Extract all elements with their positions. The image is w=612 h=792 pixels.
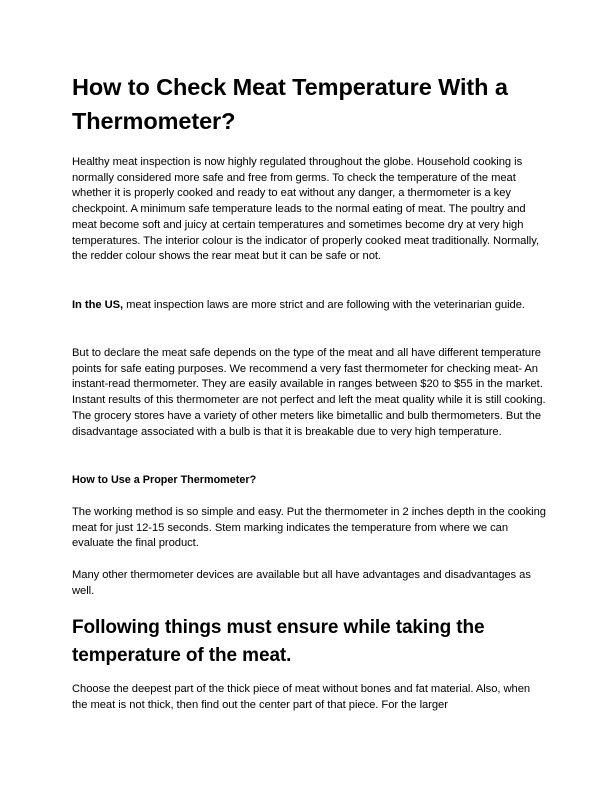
devices-paragraph: Many other thermometer devices are available but all have advantages and disadvantages as well. xyxy=(72,569,531,597)
intro-paragraph: Healthy meat inspection is now highly regulated throughout the globe. Household cooking is normally considered more safe and free from germs. To check the temperature of the meat whether it is properly cooked and ready to eat without any danger, a thermometer is a key checkpoint. A minimum safe temperature leads to the normal eating of meat. The poultry and meat become soft and juicy at certain temperatures and sometimes become dry at very high temperatures. The interior colour is the indicator of properly cooked meat traditionally. Normally, the redder colour shows the rear meat but it can be safe or not. xyxy=(72,156,539,263)
working-paragraph: The working method is so simple and easy. Put the thermometer in 2 inches depth in the cooking meat for just 12-15 seconds. Stem marking indicates the temperature from where we can evaluate the final product. xyxy=(72,506,546,550)
us-paragraph-lead: In the US, xyxy=(72,299,124,311)
subheading-use-thermometer: How to Use a Proper Thermometer? xyxy=(72,474,257,486)
us-paragraph xyxy=(72,298,546,314)
declare-paragraph: But to declare the meat safe depends on the type of the meat and all have different temperature points for safe eating purposes. We recommend a very fast thermometer for checking meat- An instant-read thermometer. They are easily available in ranges between $20 to $55 in the market. Instant results of this thermometer are not perfect and left the meat quality while it is still cooking. The grocery stores have a variety of other meters like bimetallic and bulb thermometers. But the disadvantage associated with a bulb is that it is breakable due to very high temperature. xyxy=(72,347,546,438)
page-title: How to Check Meat Temperature With a Thermometer? xyxy=(72,74,508,134)
choose-paragraph: Choose the deepest part of the thick piece of meat without bones and fat material. Also, when the meat is not thick, then find out the center part of that piece. For the larger xyxy=(72,683,531,711)
section-heading-ensure: Following things must ensure while taking the temperature of the meat. xyxy=(72,617,485,666)
us-paragraph-text: meat inspection laws are more strict and are following with the veterinarian guide. xyxy=(123,299,525,311)
